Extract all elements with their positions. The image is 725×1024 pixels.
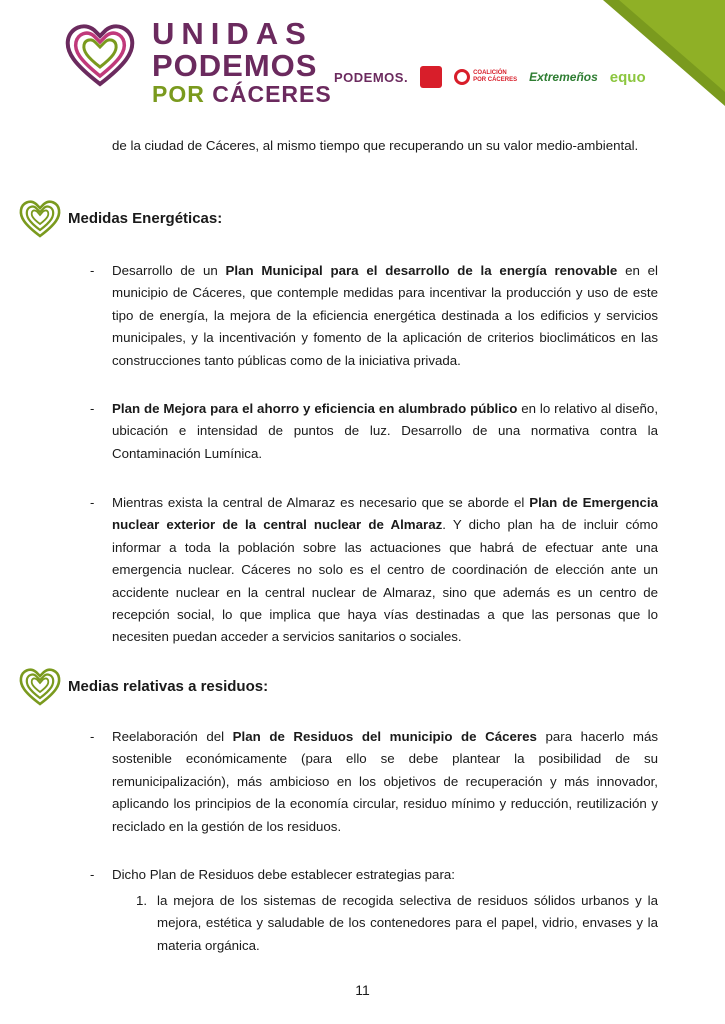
numbered-marker: 1. [136,893,148,908]
bullet-dash: - [90,729,95,744]
list-item-text: en el municipio de Cáceres, que contemple medidas para incentivar la producción y uso de este tipo de energía, la mejora de la eficiencia energética destinada a los edificios y servicios municipales, y la incentivación y fomento de la aplicación de criterios bioclimáticos en las construcciones tanto públicas como de la iniciativa privada. [112,263,659,368]
list-item-text: . Y dicho plan ha de incluir cómo informar a toda la población sobre las actuaciones que habrá de efectuar ante una emergencia nuclear. Cáceres no solo es el centro de coordinación de elección ante un accidente nuclear en la central nuclear de Almaraz, sino que además es un centro de recepción social, lo que implica que haya vías destinadas a que las personas que lo necesiten puedan acceder a servicios sanitarios o sociales. [112,517,658,645]
list-item-text: Reelaboración del [112,729,233,744]
coalicion-text: COALICIÓN POR CÁCERES [473,70,518,83]
bullet-dash: - [90,867,95,882]
logo-line3 [152,83,332,106]
list-item-text: Dicho Plan de Residuos debe establecer estrategias para: [112,867,455,882]
list-item-text: para hacerlo más sostenible económicamente (para ello se debe plantear la posibilidad de su remunicipalización), más ambicioso en los objetivos de recuperación y más innovador, aplicando los principios de la economía circular, residuo mínimo y reducción, reutilización y reciclado en la gestión de los residuos. [112,729,659,834]
intro-paragraph: de la ciudad de Cáceres, al mismo tiempo que recuperando un su valor medio-ambiental. [112,138,639,153]
list-item [112,398,658,465]
list-item-bold: Plan de Mejora para el ahorro y eficiencia en alumbrado público [112,401,518,416]
list-item-text: en lo relativo al diseño, ubicación e intensidad de puntos de luz. Desarrollo de una normativa contra la Contaminación Lumínica. [112,401,659,461]
logo-line2: PODEMOS [152,48,318,83]
list-item-bold: Plan Municipal para el desarrollo de la energía renovable [225,263,618,278]
list-item-text: Mientras exista la central de Almaraz es necesario que se aborde el [112,495,530,510]
heart-section-icon [18,198,62,238]
coalicion-ring-icon [454,69,470,85]
party-logos [334,64,658,90]
numbered-item-text: la mejora de los sistemas de recogida selectiva de residuos sólidos urbanos y la mejora, estética y saludable de los contenedores para el papel, vidrio, envases y la materia orgánica. [157,893,658,953]
heart-logo-icon [64,20,136,88]
podemos-logo: PODEMOS. [334,69,409,85]
list-item-bold: Plan de Residuos del municipio de Cáceres [232,729,537,744]
logo-line3-por: POR [152,81,205,107]
coalicion-logo [454,69,517,85]
equo-logo: equo [609,68,646,86]
bullet-dash: - [90,495,95,510]
list-item [112,864,658,886]
heart-section-icon [18,666,62,706]
list-item [112,726,658,838]
logo-line3-rest: CÁCERES [212,81,332,107]
list-item [112,492,658,649]
list-item-text: Desarrollo de un [112,263,226,278]
bullet-dash: - [90,263,95,278]
extremenos-logo: Extremeños [529,70,598,84]
list-item-bold: Plan de Emergencia nuclear exterior de la central nuclear de Almaraz [112,495,658,533]
list-item [112,260,658,372]
bullet-dash: - [90,401,95,416]
section-title-residuos: Medias relativas a residuos: [68,678,269,695]
brand-logo-text [152,18,332,106]
logo-line1: UNIDAS [152,16,313,51]
page-number: 11 [355,982,370,998]
section-title-energeticas: Medidas Energéticas: [68,210,223,227]
iu-logo-icon [420,66,442,88]
